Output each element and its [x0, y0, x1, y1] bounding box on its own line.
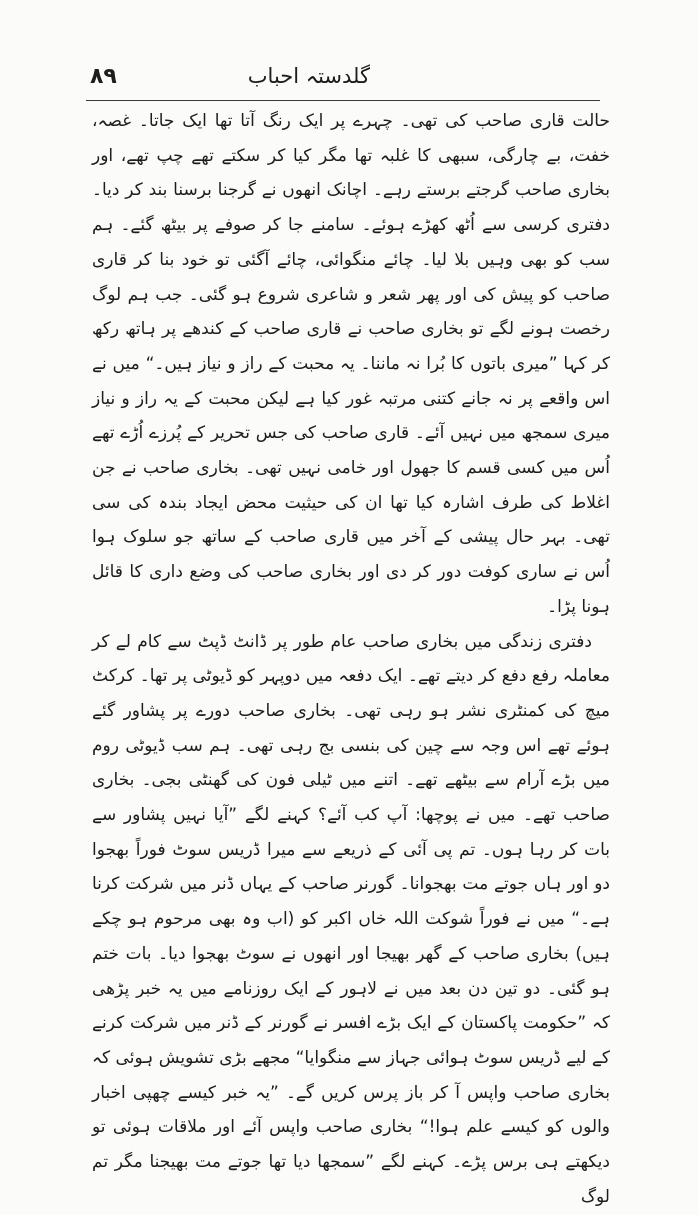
running-title: گلدستہ احباب: [247, 64, 370, 88]
paragraph: دفتری زندگی میں بخاری صاحب عام طور پر ڈانٹ ڈپٹ سے کام لے کر معاملہ رفع دفع کر دیتے تھے۔ ایک دفعہ میں دوپہر کو ڈیوٹی پر تھا۔ کرکٹ میچ کی کمنٹری نشر ہو رہی تھی۔ بخاری صاحب دورے پر پشاور گئے ہوئے تھے اس وجہ سے چین کی بنسی بج رہی تھی۔ ہم سب ڈیوٹی روم میں بڑے آرام سے بیٹھے تھے۔ اتنے میں ٹیلی فون کی گھنٹی بجی۔ بخاری صاحب تھے۔ میں نے پوچھا: آپ کب آئے؟ کہنے لگے ”آیا نہیں پشاور سے بات کر رہا ہوں۔ تم پی آئی کے ذریعے سے میرا ڈریس سوٹ فوراً بھجوا دو اور ہاں جوتے مت بھجوانا۔ گورنر صاحب کے یہاں ڈنر میں شرکت کرنا ہے۔“ میں نے فوراً شوکت اللہ خاں اکبر کو (اب وہ بھی مرحوم ہو چکے ہیں) بخاری صاحب کے گھر بھیجا اور انھوں نے سوٹ بھجوا دیا۔ بات ختم ہو گئی۔ دو تین دن بعد میں نے لاہور کے ایک روزنامے میں یہ خبر پڑھی کہ ”حکومت پاکستان کے ایک بڑے افسر نے گورنر کے ڈنر میں شرکت کرنے کے لیے ڈریس سوٹ ہوائی جہاز سے منگوایا“ مجھے بڑی تشویش ہوئی کہ بخاری صاحب واپس آ کر باز پرس کریں گے۔ ”یہ خبر کیسے چھپی اخبار والوں کو کیسے علم ہوا!“ بخاری صاحب واپس آئے اور ملاقات ہوئی تو دیکھتے ہی برس پڑے۔ کہنے لگے ”سمجھا دیا تھا جوتے مت بھیجنا مگر تم لوگ: [92, 631, 610, 1207]
page-header: [86, 58, 600, 101]
paragraph: حالت قاری صاحب کی تھی۔ چہرے پر ایک رنگ آتا تھا ایک جاتا۔ غصہ، خفت، بے چارگی، سبھی کا غلبہ تھا مگر کیا کر سکتے تھے چپ تھے، اور بخاری صاحب گرجتے برستے رہے۔ اچانک انھوں نے گرجنا برسنا بند کر دیا۔ دفتری کرسی سے اُٹھ کھڑے ہوئے۔ سامنے جا کر صوفے پر بیٹھ گئے۔ ہم سب کو بھی وہیں بلا لیا۔ چائے منگوائی، چائے آگئی تو خود بنا کر قاری صاحب کو پیش کی اور پھر شعر و شاعری شروع ہو گئی۔ جب ہم لوگ رخصت ہونے لگے تو بخاری صاحب نے قاری صاحب کے کندھے پر ہاتھ رکھ کر کہا ”میری باتوں کا بُرا نہ ماننا۔ یہ محبت کے راز و نیاز ہیں۔“ میں نے اس واقعے پر نہ جانے کتنی مرتبہ غور کیا ہے لیکن محبت کے یہ راز و نیاز میری سمجھ میں نہیں آئے۔ قاری صاحب کی جس تحریر کے پُرزے اُڑے تھے اُس میں کسی قسم کا جھول اور خامی نہیں تھی۔ بخاری صاحب نے جن اغلاط کی طرف اشارہ کیا تھا ان کی حیثیت محض ایجاد بندہ کی سی تھی۔ بہر حال پیشی کے آخر میں قاری صاحب کے ساتھ جو سلوک ہوا اُس نے ساری کوفت دور کر دی اور بخاری صاحب کی وضع داری کا قائل ہونا پڑا۔: [92, 111, 610, 617]
page-number: ۸۹: [90, 64, 117, 89]
body-text: [92, 104, 610, 1215]
